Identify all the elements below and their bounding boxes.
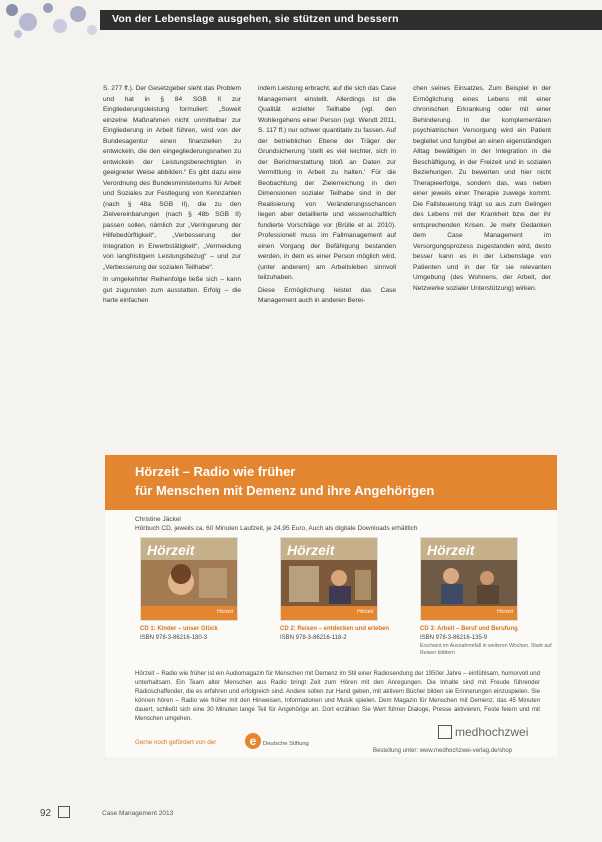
running-title: Von der Lebenslage ausgehen, sie stützen und bessern bbox=[112, 13, 399, 25]
cover-strip-logo: Hörzeit bbox=[217, 609, 233, 615]
cd-cover-2 bbox=[280, 537, 378, 621]
promo-title-line-2: für Menschen mit Demenz und ihre Angehörigen bbox=[135, 483, 435, 498]
cd-caption-2 bbox=[280, 625, 415, 643]
promo-author: Christine Jäckel bbox=[135, 516, 181, 523]
cover-strip-logo: Hörzeit bbox=[497, 609, 513, 615]
promo-description: Hörzeit – Radio wie früher ist ein Audiomagazin für Menschen mit Demenz im Stil einer Radiosendung der 1950er Jahre – einfühlsam, humorvoll und unterhaltsam. Ein Team alter Menschen aus Radio bringt Zeit zum Hören mit den Anregungen. Die Inhalte sind mit Freude führender Radioschaffender, die es erfahren und erfolgreich sind. Andere sollen zur Hand geben, mit aktivem Bücher bilden sie Erinnerungen einzuspielen. Sie können hören – Radio wie früher mit den Hinweisen, Informationen und Musik spielen. Dem Magazin für Menschen mit Demenz, das 45 Minuten dauert, schließt sich eine 30 Minuten lange Teil für Angehörige an. Dort erzählen Sie Wert führen Dialoge, Presse aktivieren, Feste feiern und mit Menschen umgehen. bbox=[135, 670, 540, 722]
journal-name: Case Management 2013 bbox=[102, 810, 174, 817]
cd-isbn: ISBN 978-3-86216-180-3 bbox=[140, 635, 208, 641]
cover-photo-travel-icon bbox=[281, 560, 377, 606]
publisher-mark-icon bbox=[438, 725, 452, 739]
sponsor-logo bbox=[245, 733, 320, 753]
order-info: Bestellung unter: www.medhochzwei-verlag.de/shop bbox=[373, 748, 513, 754]
paragraph: S. 277 ff.). Der Gesetzgeber sieht das Problem und hat in § 84 SGB II zur Eingliederungsleistung formuliert: „Soweit einzelne Maßnahmen nicht unmittelbar zur Eingliederung in Arbeit führen, wird von der Bundesagentur einen finanziellen zu entwickeln, die den eingegliederungsnahen zu entwickeln der Leistungsberechtigten in geeigneter Weise abbilden.“ Es gibt dazu eine Verordnung des Bundesministeriums für Arbeit und Soziales zur Festlegung von Kennzahlen (nach § 48a SGB II), die zu den Zielvereinbarungen (nach § 48b SGB II) passen sollen, nämlich zur „Verringerung der Hilfebedürftigkeit“, „Verbesserung der Integration in Erwerbstätigkeit“, „Vermeidung von langfristigem Leistungsbezug“ – und zur „Verbesserung der sozialen Teilhabe“. bbox=[103, 85, 241, 271]
cd-cover-3 bbox=[420, 537, 518, 621]
article-column-1 bbox=[103, 84, 241, 309]
cd-isbn: ISBN 978-3-86216-135-9 bbox=[420, 635, 488, 641]
sponsor-mark-icon: e bbox=[245, 733, 261, 749]
paragraph: Diese Ermöglichung leistet das Case Management auch in anderen Berei- bbox=[258, 286, 396, 304]
cover-strip bbox=[421, 606, 517, 620]
paragraph: chen seines Einsatzes. Zum Beispiel in der Ermöglichung eines Lebens mit einer chronischen Erkrankung oder mit einer Behinderung. In der komplementären psychiatrischen Versorgung wird ein Patient begleitet und fungibel an einen eigenständigen Alltag bewältigen in der Integration in die Beschäftigung, in der Freizeit und in sozialen Beziehungen. Zu bewerten und hier nicht Therapieerfolge, sondern das, was neben einer jeweils einer Therapie zuwege kommt. Die Fallsteuerung trägt so aus zum Gelingen des Lebens mit der Krankheit bzw. der ihr entsprechenden Krisen. Je mehr Gedanken dem Case Management im Versorgungsprozess zugestanden wird, desto besser kann es in der Lebenslage von Patienten und in der für sie relevanten Umgebung (des Wohnens, der Arbeit, der Netzwerke sozialer Unterstützung) wirken. bbox=[413, 85, 551, 292]
paragraph: In umgekehrter Reihenfolge ließe sich – kann gut zugunsten zum ausstatten. Erfolg – die harte einfachen bbox=[103, 276, 241, 304]
page-header bbox=[0, 0, 602, 42]
article-column-3 bbox=[413, 84, 551, 296]
promo-details: Hörbuch CD, jeweils ca. 60 Minuten Laufzeit, je 24,95 Euro, Auch als digitale Downloads erhältlich bbox=[135, 525, 418, 532]
cover-logo: Hörzeit bbox=[147, 542, 195, 558]
page-number: 92 bbox=[40, 808, 52, 819]
cd-isbn: ISBN 978-3-86216-118-2 bbox=[280, 635, 347, 641]
cd-caption-3 bbox=[420, 625, 555, 657]
sponsor-name: Deutsche Stiftung bbox=[263, 741, 309, 747]
cd-title: CD 1: Kinder – unser Glück bbox=[140, 626, 218, 632]
cover-photo-children-icon bbox=[141, 560, 237, 606]
decorative-bubbles-icon bbox=[0, 0, 110, 42]
promo-title-band bbox=[105, 455, 557, 510]
cover-photo-work-icon bbox=[421, 560, 517, 606]
cd-cover-1 bbox=[140, 537, 238, 621]
cd-caption-1 bbox=[140, 625, 275, 643]
cover-logo: Hörzeit bbox=[287, 542, 335, 558]
journal-mark-icon bbox=[58, 806, 70, 818]
promo-title-line-1: Hörzeit – Radio wie früher bbox=[135, 464, 296, 479]
article-column-2 bbox=[258, 84, 396, 309]
article-body bbox=[103, 84, 550, 440]
cover-logo: Hörzeit bbox=[427, 542, 475, 558]
promo-advertisement bbox=[105, 455, 557, 757]
cover-strip bbox=[281, 606, 377, 620]
cd-title: CD 3: Arbeit – Beruf und Berufung bbox=[420, 626, 518, 632]
publisher-name: medhochzwei bbox=[455, 725, 529, 739]
sponsor-label: Gerne noch gefördert von der bbox=[135, 739, 217, 746]
publisher-logo bbox=[438, 725, 548, 741]
paragraph: indem Leistung erbracht, auf die sich das Case Management einstellt. Allerdings ist die Qualität erzielter Teilhabe (vgl. den Wohlergehens einer Person (vgl. Wendt 2011, S. 117 ff.) nur schwer quantitativ zu fassen. Auf der betrieblichen Ebene der Träger der Grundsicherung 'stellt es viel leichter, sich in der Berichterstattung bloß an Daten zur Vermittlung in Arbeit zu halten.' Für die Beobachtung der Zielerreichung in den Dimensionen sozialer Teilhabe sind in der Realisierung von Veränderungsschancen liegen aber detaillierte und wissenschaftlich fundierte Vorschläge vor (Brülle et al. 2010). Professionell muss im Fallmanagement auf einen Vorgang der Befähigung bestanden werden, in dem es einer Person möglich wird, (unter anderem) am Arbeitsleben sinnvoll teilzuhaben. bbox=[258, 85, 396, 281]
cover-strip bbox=[141, 606, 237, 620]
cover-strip-logo: Hörzeit bbox=[357, 609, 373, 615]
cd-title: CD 2: Reisen – entdecken und erleben bbox=[280, 626, 390, 632]
cd-note: Erscheint im Ausnahmefall in weiteren Wochen. Stark auf Reisen blättern bbox=[420, 643, 552, 656]
